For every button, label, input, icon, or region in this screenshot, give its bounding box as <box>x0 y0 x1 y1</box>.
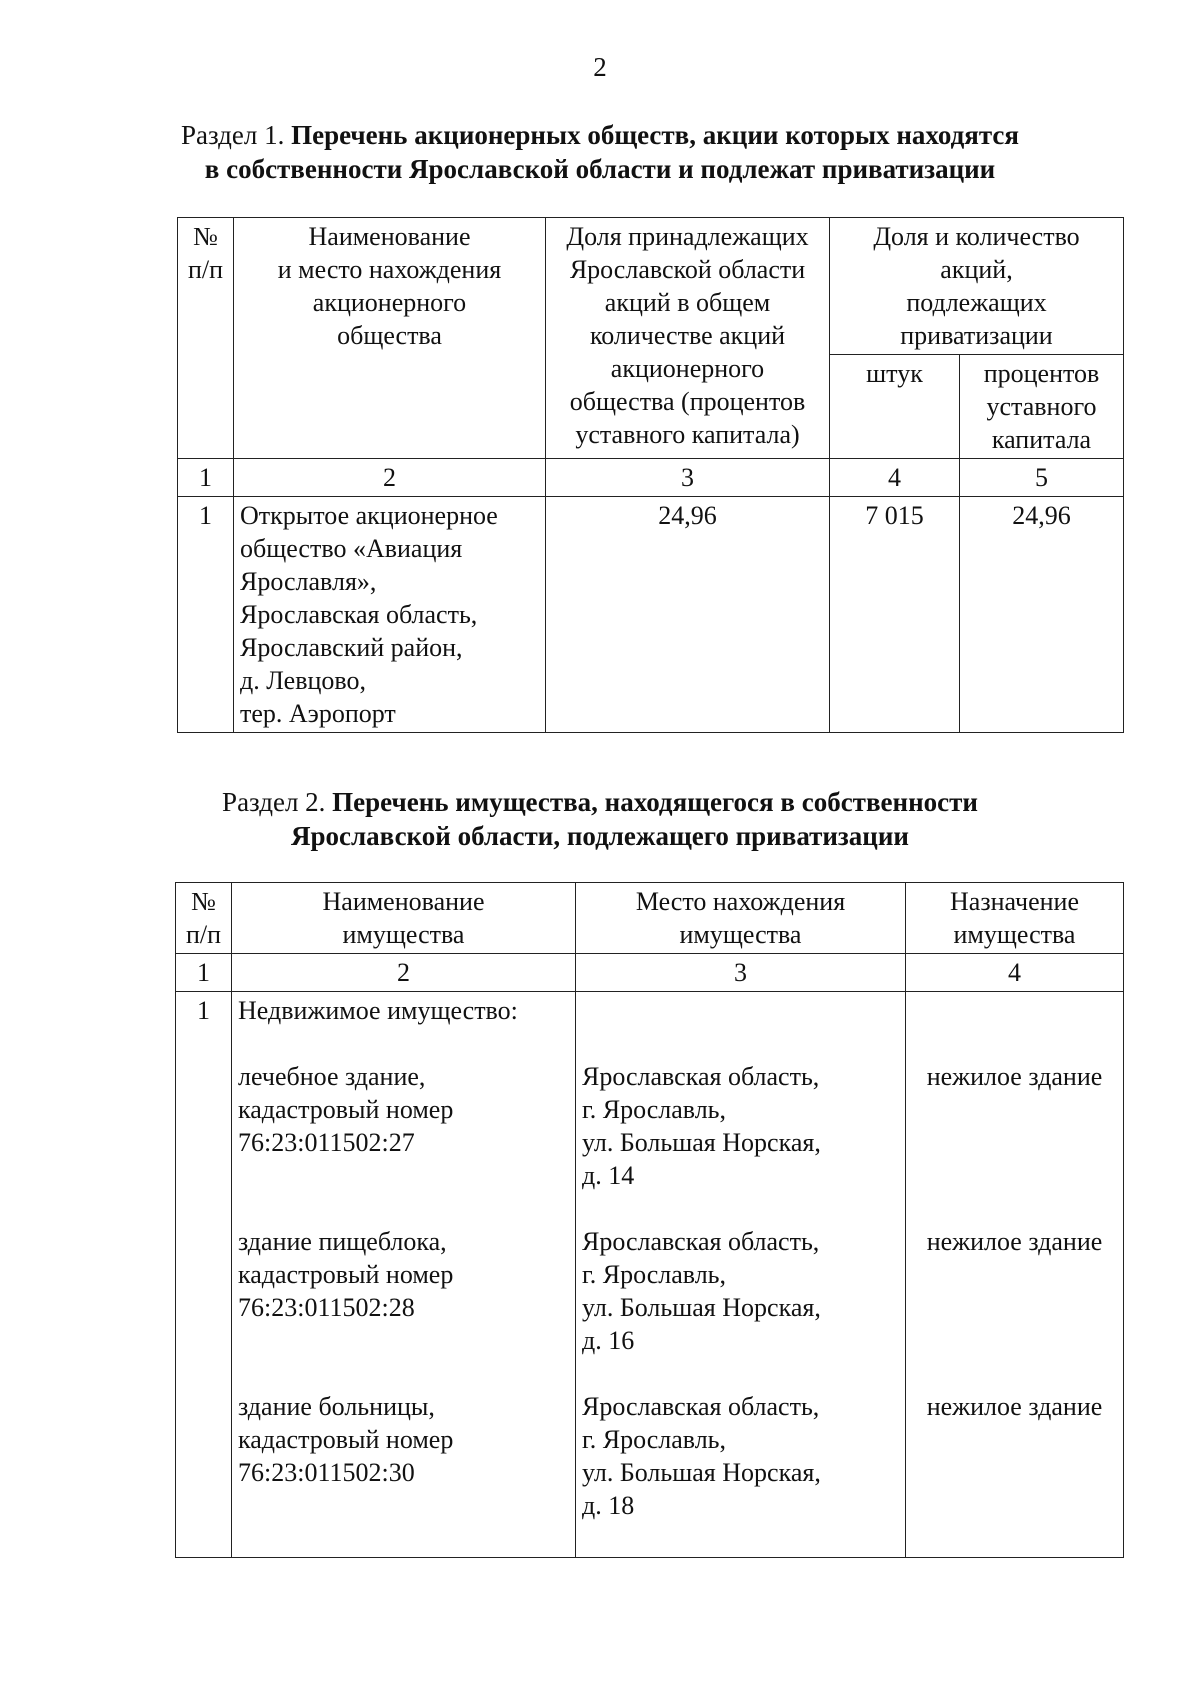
section1-heading <box>150 118 1050 186</box>
header-privatization: Доля и количество акций, подлежащих приватизации <box>830 218 1124 355</box>
header-percent: процентов уставного капитала <box>960 355 1124 459</box>
section1-table <box>177 217 1124 733</box>
row-pieces: 7 015 <box>830 497 960 733</box>
col-number: 1 <box>178 459 234 497</box>
header-num: № п/п <box>178 218 234 459</box>
section2-title-line1: Перечень имущества, находящегося в собственности <box>332 787 978 817</box>
row-num: 1 <box>178 497 234 733</box>
header-name: Наименование имущества <box>232 883 576 954</box>
row-percent: 24,96 <box>960 497 1124 733</box>
column-number-row <box>176 954 1124 992</box>
row-company-name: Открытое акционерное общество «Авиация Ярославля», Ярославская область, Ярославский район, д. Левцово, тер. Аэропорт <box>234 497 546 733</box>
col-number: 2 <box>234 459 546 497</box>
section2-table <box>175 882 1124 1558</box>
section2-heading <box>150 785 1050 853</box>
row-share: 24,96 <box>546 497 830 733</box>
col-number: 5 <box>960 459 1124 497</box>
col-number: 2 <box>232 954 576 992</box>
header-location: Место нахождения имущества <box>576 883 906 954</box>
row-property-locations: Ярославская область, г. Ярославль, ул. Большая Норская, д. 14 Ярославская область, г. Ярославль, ул. Большая Норская, д. 16 Ярославская область, г. Ярославль, ул. Большая Норская, д. 18 <box>576 992 906 1558</box>
table-row <box>176 992 1124 1558</box>
header-num: № п/п <box>176 883 232 954</box>
col-number: 4 <box>830 459 960 497</box>
section1-prefix: Раздел 1. <box>180 120 285 150</box>
col-number: 3 <box>576 954 906 992</box>
header-share: Доля принадлежащих Ярославской области акций в общем количестве акций акционерного общества (процентов уставного капитала) <box>546 218 830 459</box>
header-pieces: штук <box>830 355 960 459</box>
page-number: 2 <box>593 52 607 82</box>
table-header-row <box>178 218 1124 355</box>
section2-title-line2: Ярославской области, подлежащего приватизации <box>291 821 909 851</box>
section2-prefix: Раздел 2. <box>222 787 326 817</box>
row-property-purposes: нежилое здание нежилое здание нежилое здание <box>906 992 1124 1558</box>
row-num: 1 <box>176 992 232 1558</box>
header-purpose: Назначение имущества <box>906 883 1124 954</box>
group-title: Недвижимое имущество: <box>238 996 518 1025</box>
table-header-row <box>176 883 1124 954</box>
section1-title-line2: в собственности Ярославской области и подлежат приватизации <box>204 154 996 184</box>
col-number: 1 <box>176 954 232 992</box>
table-row <box>178 497 1124 733</box>
header-name: Наименование и место нахождения акционерного общества <box>234 218 546 459</box>
row-property-names: Недвижимое имущество: лечебное здание, кадастровый номер 76:23:011502:27 здание пищеблока, кадастровый номер 76:23:011502:28 здание больницы, кадастровый номер 76:23:011502:30 <box>232 992 576 1558</box>
col-number: 3 <box>546 459 830 497</box>
column-number-row <box>178 459 1124 497</box>
col-number: 4 <box>906 954 1124 992</box>
section1-title-line1: Перечень акционерных обществ, акции которых находятся <box>291 120 1020 150</box>
